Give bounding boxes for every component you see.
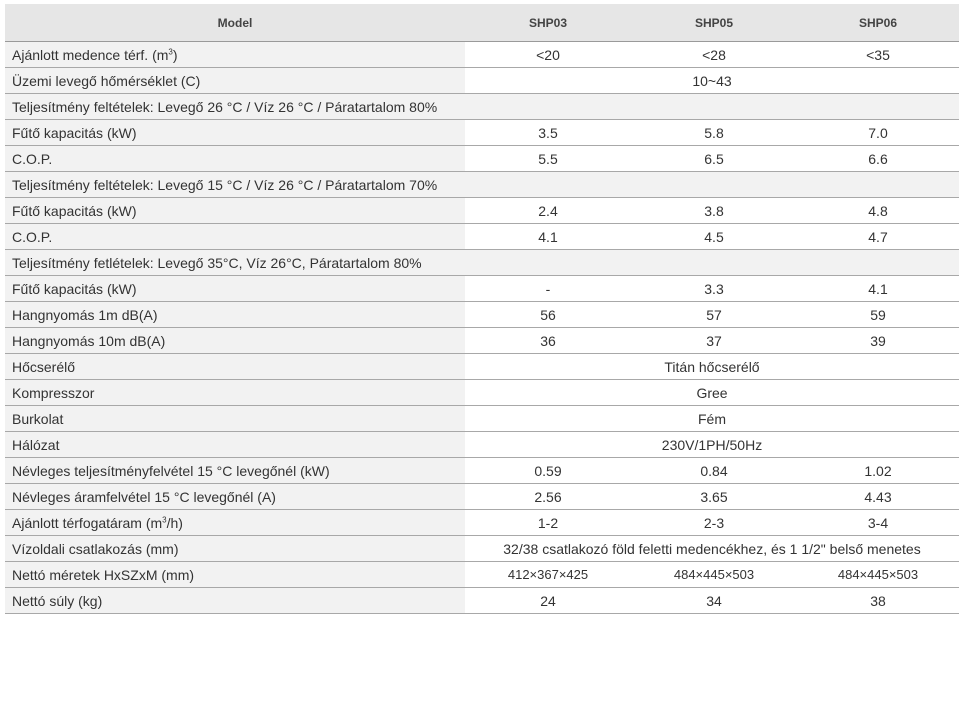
- cell-span-all: Gree: [465, 380, 959, 406]
- row-label: Kompresszor: [5, 380, 465, 406]
- cell-shp03: 2.4: [465, 198, 631, 224]
- cell-shp06: 7.0: [797, 120, 959, 146]
- cell-shp05: 0.84: [631, 458, 797, 484]
- section-label: Teljesítmény feltételek: Levegő 15 °C / Víz 26 °C / Páratartalom 70%: [5, 172, 465, 198]
- section-fill: [465, 172, 959, 198]
- cell-span-all: 32/38 csatlakozó föld feletti medencékhez, és 1 1/2" belső menetes: [465, 536, 959, 562]
- label-text-end: /h): [166, 514, 183, 531]
- section-row: [5, 94, 959, 120]
- cell-shp05: 34: [631, 588, 797, 614]
- cell-shp03: 36: [465, 328, 631, 354]
- cell-shp06: 4.1: [797, 276, 959, 302]
- table-row: [5, 536, 959, 562]
- row-label: C.O.P.: [5, 146, 465, 172]
- section-label: Teljesítmény feltételek: Levegő 26 °C / Víz 26 °C / Páratartalom 80%: [5, 94, 465, 120]
- cell-shp03: 0.59: [465, 458, 631, 484]
- header-row: [5, 4, 959, 42]
- cell-shp03: 412×367×425: [465, 562, 631, 588]
- cell-shp05: 2-3: [631, 510, 797, 536]
- row-label: Hálózat: [5, 432, 465, 458]
- cell-shp06: <35: [797, 42, 959, 68]
- row-label: [5, 510, 465, 536]
- table-row: [5, 510, 959, 536]
- row-label: Névleges teljesítményfelvétel 15 °C levegőnél (kW): [5, 458, 465, 484]
- cell-shp03: 3.5: [465, 120, 631, 146]
- section-label: Teljesítmény fetlételek: Levegő 35°C, Víz 26°C, Páratartalom 80%: [5, 250, 465, 276]
- cell-span-all: 10~43: [465, 68, 959, 94]
- cell-shp03: 5.5: [465, 146, 631, 172]
- cell-shp05: <28: [631, 42, 797, 68]
- label-superscript: 3: [168, 46, 173, 56]
- row-label: Fűtő kapacitás (kW): [5, 276, 465, 302]
- cell-shp06: 484×445×503: [797, 562, 959, 588]
- cell-span-all: 230V/1PH/50Hz: [465, 432, 959, 458]
- row-label: [5, 42, 465, 68]
- label-superscript: 3: [162, 514, 167, 524]
- table-row: [5, 276, 959, 302]
- table-body: [5, 42, 959, 614]
- table-row: [5, 380, 959, 406]
- cell-shp05: 5.8: [631, 120, 797, 146]
- cell-shp06: 6.6: [797, 146, 959, 172]
- table-row: [5, 432, 959, 458]
- cell-shp05: 6.5: [631, 146, 797, 172]
- table-row: [5, 68, 959, 94]
- spec-table: [5, 4, 959, 614]
- cell-shp05: 57: [631, 302, 797, 328]
- table-row: [5, 588, 959, 614]
- section-fill: [465, 94, 959, 120]
- label-text-end: ): [172, 46, 178, 63]
- section-fill: [465, 250, 959, 276]
- row-label: Fűtő kapacitás (kW): [5, 120, 465, 146]
- row-label: Burkolat: [5, 406, 465, 432]
- row-label: Nettó súly (kg): [5, 588, 465, 614]
- section-row: [5, 172, 959, 198]
- table-row: [5, 562, 959, 588]
- table-header: [5, 4, 959, 42]
- cell-shp03: 2.56: [465, 484, 631, 510]
- cell-shp05: 4.5: [631, 224, 797, 250]
- table-row: [5, 42, 959, 68]
- cell-shp06: 59: [797, 302, 959, 328]
- cell-shp03: 1-2: [465, 510, 631, 536]
- label-text: Ajánlott térfogatáram (m: [12, 514, 163, 531]
- cell-shp05: 37: [631, 328, 797, 354]
- cell-shp05: 3.65: [631, 484, 797, 510]
- cell-shp06: 38: [797, 588, 959, 614]
- table-row: [5, 198, 959, 224]
- table-row: [5, 146, 959, 172]
- row-label: C.O.P.: [5, 224, 465, 250]
- label-text: Ajánlott medence térf. (m: [12, 46, 169, 63]
- row-label: Hőcserélő: [5, 354, 465, 380]
- cell-shp03: -: [465, 276, 631, 302]
- cell-shp06: 4.43: [797, 484, 959, 510]
- cell-shp03: 4.1: [465, 224, 631, 250]
- header-shp06: SHP06: [797, 4, 959, 42]
- row-label: Hangnyomás 10m dB(A): [5, 328, 465, 354]
- cell-shp05: 3.8: [631, 198, 797, 224]
- cell-shp06: 4.7: [797, 224, 959, 250]
- cell-span-all: Fém: [465, 406, 959, 432]
- row-label: Nettó méretek HxSZxM (mm): [5, 562, 465, 588]
- table-row: [5, 224, 959, 250]
- cell-shp06: 39: [797, 328, 959, 354]
- cell-span-all: Titán hőcserélő: [465, 354, 959, 380]
- section-row: [5, 250, 959, 276]
- row-label: Üzemi levegő hőmérséklet (C): [5, 68, 465, 94]
- header-model: Model: [5, 4, 465, 42]
- table-row: [5, 484, 959, 510]
- table-row: [5, 458, 959, 484]
- cell-shp05: 484×445×503: [631, 562, 797, 588]
- cell-shp03: 24: [465, 588, 631, 614]
- cell-shp06: 4.8: [797, 198, 959, 224]
- cell-shp06: 1.02: [797, 458, 959, 484]
- table-row: [5, 120, 959, 146]
- row-label: Vízoldali csatlakozás (mm): [5, 536, 465, 562]
- table-row: [5, 406, 959, 432]
- cell-shp03: <20: [465, 42, 631, 68]
- table-row: [5, 354, 959, 380]
- header-shp03: SHP03: [465, 4, 631, 42]
- table-row: [5, 302, 959, 328]
- row-label: Fűtő kapacitás (kW): [5, 198, 465, 224]
- header-shp05: SHP05: [631, 4, 797, 42]
- cell-shp05: 3.3: [631, 276, 797, 302]
- cell-shp03: 56: [465, 302, 631, 328]
- table-row: [5, 328, 959, 354]
- cell-shp06: 3-4: [797, 510, 959, 536]
- row-label: Névleges áramfelvétel 15 °C levegőnél (A): [5, 484, 465, 510]
- row-label: Hangnyomás 1m dB(A): [5, 302, 465, 328]
